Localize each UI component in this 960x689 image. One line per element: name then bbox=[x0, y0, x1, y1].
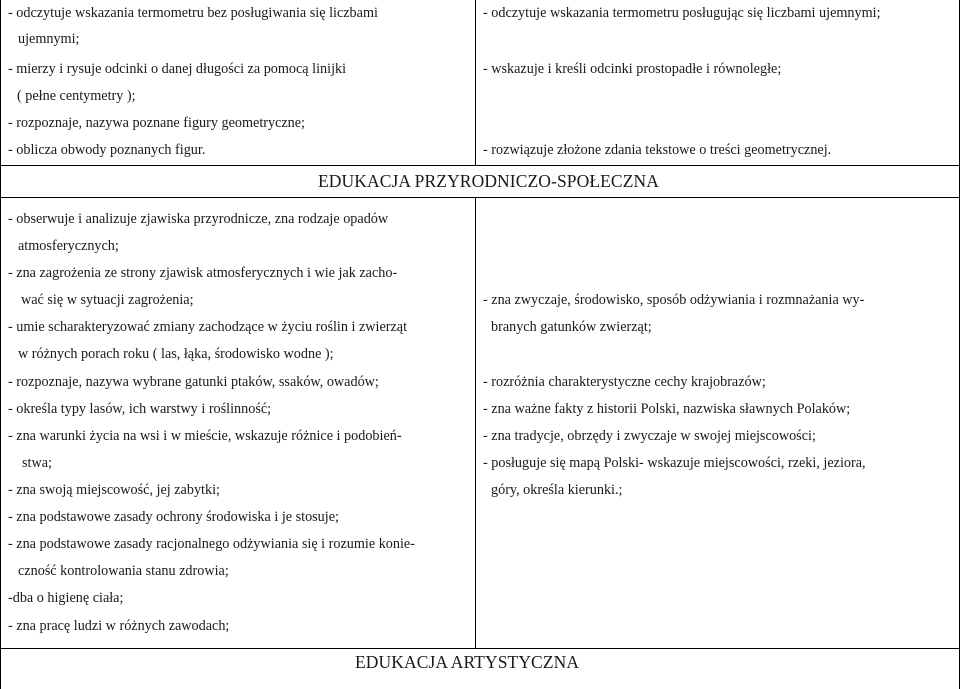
text-line: stwa; bbox=[22, 455, 52, 471]
row-divider-bottom bbox=[0, 648, 960, 649]
text-line: - umie scharakteryzować zmiany zachodzące w życiu roślin i zwierząt bbox=[8, 319, 408, 335]
text-line: branych gatunków zwierząt; bbox=[491, 319, 652, 335]
text-line: - zna zagrożenia ze strony zjawisk atmosferycznych i wie jak zacho- bbox=[8, 265, 398, 281]
text-line: w różnych porach roku ( las, łąka, środowisko wodne ); bbox=[18, 346, 334, 362]
text-line: - zna swoją miejscowość, jej zabytki; bbox=[8, 482, 220, 498]
text-line: - odczytuje wskazania termometru posługując się liczbami ujemnymi; bbox=[483, 5, 881, 21]
text-line: czność kontrolowania stanu zdrowia; bbox=[18, 563, 229, 579]
section-heading-nature-social: EDUKACJA PRZYRODNICZO-SPOŁECZNA bbox=[318, 171, 659, 191]
text-line: - posługuje się mapą Polski- wskazuje miejscowości, rzeki, jeziora, bbox=[483, 455, 866, 471]
text-line: - rozpoznaje, nazywa wybrane gatunki ptaków, ssaków, owadów; bbox=[8, 374, 379, 390]
text-line: - zna zwyczaje, środowisko, sposób odżywiania i rozmnażania wy- bbox=[483, 292, 865, 308]
text-line: - rozwiązuje złożone zdania tekstowe o treści geometrycznej. bbox=[483, 142, 832, 158]
text-line: - wskazuje i kreśli odcinki prostopadłe i równoległe; bbox=[483, 61, 782, 77]
column-divider-top bbox=[475, 0, 476, 165]
text-line: ujemnymi; bbox=[18, 31, 80, 47]
text-line: - zna ważne fakty z historii Polski, nazwiska sławnych Polaków; bbox=[483, 401, 851, 417]
text-line: - mierzy i rysuje odcinki o danej długości za pomocą linijki bbox=[8, 61, 347, 77]
text-line: atmosferycznych; bbox=[18, 238, 119, 254]
section-heading-art: EDUKACJA ARTYSTYCZNA bbox=[355, 652, 580, 672]
text-line: ( pełne centymetry ); bbox=[17, 88, 136, 104]
text-line: - zna podstawowe zasady ochrony środowiska i je stosuje; bbox=[8, 509, 339, 525]
text-line: - odczytuje wskazania termometru bez posługiwania się liczbami bbox=[8, 5, 378, 21]
column-divider-middle bbox=[475, 197, 476, 648]
text-line: - rozróżnia charakterystyczne cechy krajobrazów; bbox=[483, 374, 766, 390]
table-border-left bbox=[0, 0, 1, 689]
text-line: - zna pracę ludzi w różnych zawodach; bbox=[8, 618, 230, 634]
text-line: - oblicza obwody poznanych figur. bbox=[8, 142, 206, 158]
text-line: góry, określa kierunki.; bbox=[491, 482, 623, 498]
text-line: - obserwuje i analizuje zjawiska przyrodnicze, zna rodzaje opadów bbox=[8, 211, 389, 227]
text-line: -dba o higienę ciała; bbox=[8, 590, 124, 606]
text-line: - zna tradycje, obrzędy i zwyczaje w swojej miejscowości; bbox=[483, 428, 816, 444]
row-divider-top bbox=[0, 165, 960, 166]
text-line: wać się w sytuacji zagrożenia; bbox=[21, 292, 194, 308]
row-divider-heading bbox=[0, 197, 960, 198]
text-line: - zna warunki życia na wsi i w mieście, wskazuje różnice i podobień- bbox=[8, 428, 402, 444]
text-line: - określa typy lasów, ich warstwy i roślinność; bbox=[8, 401, 272, 417]
text-line: - zna podstawowe zasady racjonalnego odżywiania się i rozumie konie- bbox=[8, 536, 415, 552]
text-line: - rozpoznaje, nazywa poznane figury geometryczne; bbox=[8, 115, 306, 131]
